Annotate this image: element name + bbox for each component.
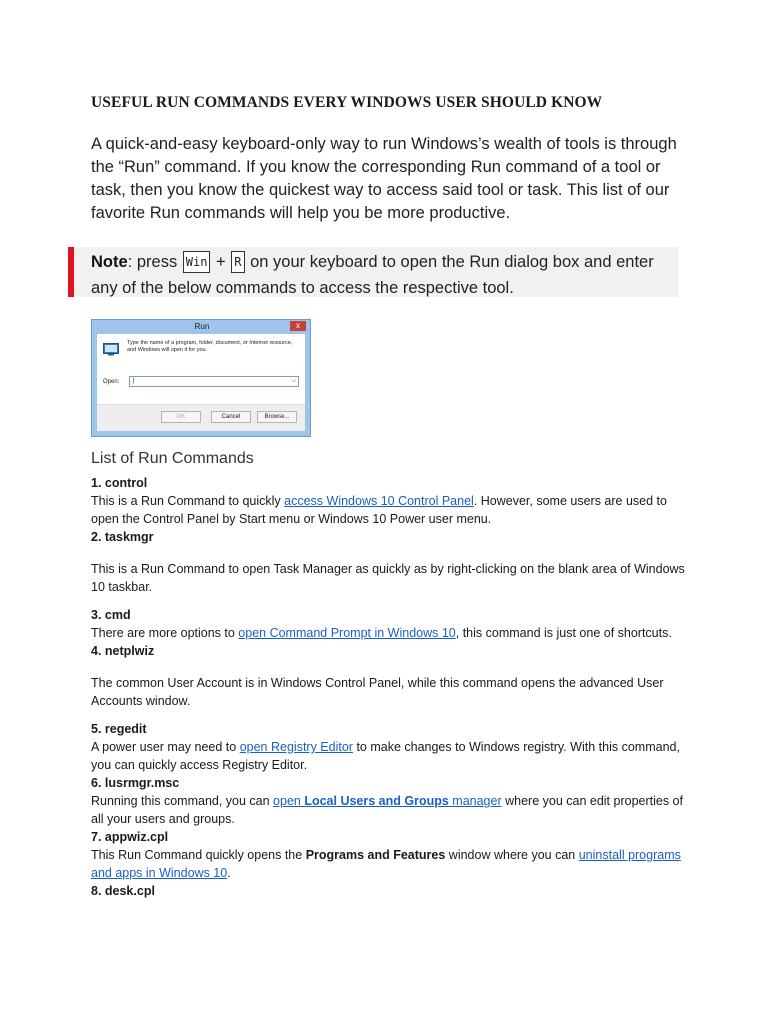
note-box (68, 247, 678, 297)
run-app-icon (103, 342, 119, 356)
chevron-down-icon: ⌵ (291, 378, 296, 384)
key-r: R (231, 251, 244, 273)
command-prompt-link[interactable]: open Command Prompt in Windows 10 (238, 626, 456, 640)
command-description: This is a Run Command to open Task Manager as quickly as by right-clicking on the blank area of Windows 10 taskbar. (91, 562, 685, 594)
control-panel-link[interactable]: access Windows 10 Control Panel (284, 494, 474, 508)
command-description: A power user may need to open Registry Editor to make changes to Windows registry. With this command, you can quickly access Registry Editor. (91, 740, 680, 772)
command-title: 2. taskmgr (91, 530, 154, 544)
command-title: 5. regedit (91, 722, 147, 736)
intro-paragraph: A quick-and-easy keyboard-only way to run Windows’s wealth of tools is through the “Run” command. If you know the corresponding Run command of a tool or task, then you know the quickest way to access said tool or task. This list of our favorite Run commands will help you be more productive. (91, 135, 677, 222)
note-post: on your keyboard to open the Run dialog box and enter any of the below commands to access the respective tool. (91, 253, 654, 297)
local-users-groups-link[interactable]: open Local Users and Groups manager (273, 794, 502, 808)
command-description: Running this command, you can open Local Users and Groups manager where you can edit properties of all your users and groups. (91, 794, 683, 826)
registry-editor-link[interactable]: open Registry Editor (239, 740, 353, 754)
command-title: 8. desk.cpl (91, 884, 155, 898)
note-plus: + (211, 253, 231, 271)
run-dialog-screenshot (91, 319, 311, 437)
page-title: USEFUL RUN COMMANDS EVERY WINDOWS USER SHOULD KNOW (91, 94, 603, 111)
close-icon: x (290, 321, 306, 331)
key-win: Win (183, 251, 211, 273)
command-title: 1. control (91, 476, 148, 490)
command-description: The common User Account is in Windows Control Panel, while this command opens the advanced User Accounts window. (91, 676, 664, 708)
command-title: 4. netplwiz (91, 644, 155, 658)
command-description: This Run Command quickly opens the Programs and Features window where you can uninstall programs and apps in Windows 10. (91, 848, 681, 880)
note-label: Note (91, 253, 128, 271)
note-accent-bar (68, 247, 74, 297)
open-label: Open: (103, 379, 120, 385)
command-description: This is a Run Command to quickly access Windows 10 Control Panel. However, some users are used to open the Control Panel by Start menu or Windows 10 Power user menu. (91, 494, 667, 526)
cancel-button: Cancel (211, 411, 251, 423)
command-title: 6. lusrmgr.msc (91, 776, 180, 790)
run-dialog-description: Type the name of a program, folder, document, or Internet resource, and Windows will open it for you. (127, 340, 293, 353)
ok-button: OK (161, 411, 201, 423)
command-title: 3. cmd (91, 608, 131, 622)
section-heading: List of Run Commands (91, 450, 254, 467)
run-dialog-title: Run (194, 322, 210, 331)
command-title: 7. appwiz.cpl (91, 830, 169, 844)
uninstall-programs-link[interactable]: uninstall programs and apps in Windows 10 (91, 848, 681, 880)
command-description: There are more options to open Command Prompt in Windows 10, this command is just one of shortcuts. (91, 626, 672, 640)
note-pre: : press (127, 253, 182, 271)
note-text (91, 249, 676, 301)
command-list (91, 474, 691, 900)
run-dialog-body (97, 334, 305, 431)
open-input: | ⌵ (129, 376, 299, 387)
browse-button: Browse... (257, 411, 297, 423)
